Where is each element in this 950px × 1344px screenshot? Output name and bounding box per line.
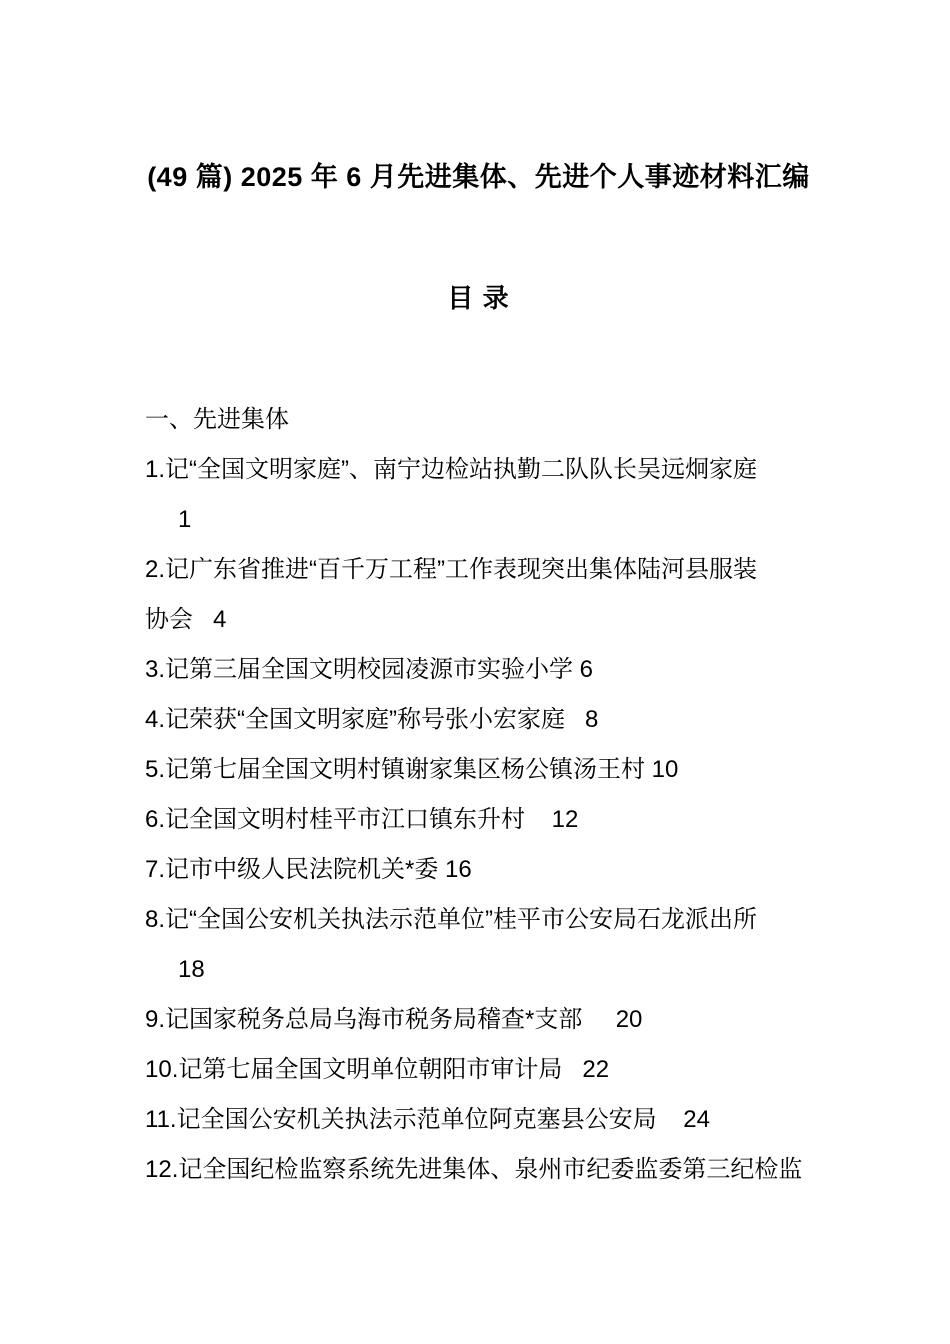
toc-line: 8.记“全国公安机关执法示范单位”桂平市公安局石龙派出所 [145,906,757,933]
toc-line: 1.记“全国文明家庭”、南宁边检站执勤二队队长吴远炯家庭 [145,456,757,483]
toc-line: 2.记广东省推进“百千万工程”工作表现突出集体陆河县服装 [145,556,757,583]
toc-heading: 目 录 [447,283,510,313]
toc-line: 18 [178,956,205,983]
document-title: (49 篇) 2025 年 6 月先进集体、先进个人事迹材料汇编 [147,162,810,192]
toc-line: 5.记第七届全国文明村镇谢家集区杨公镇汤王村 10 [145,756,679,783]
toc-line: 12.记全国纪检监察系统先进集体、泉州市纪委监委第三纪检监 [145,1156,803,1183]
toc-line: 9.记国家税务总局乌海市税务局稽查*支部 20 [145,1006,643,1033]
toc-line: 6.记全国文明村桂平市江口镇东升村 12 [145,806,579,833]
toc-line: 7.记市中级人民法院机关*委 16 [145,856,472,883]
toc-line: 10.记第七届全国文明单位朝阳市审计局 22 [145,1056,610,1083]
toc-list [145,395,812,1195]
toc-line: 11.记全国公安机关执法示范单位阿克塞县公安局 24 [145,1106,710,1133]
toc-line: 协会 4 [145,606,227,633]
toc-section-heading: 一、先进集体 [145,406,289,433]
toc-line: 3.记第三届全国文明校园凌源市实验小学 6 [145,656,594,683]
toc-line: 4.记荣获“全国文明家庭”称号张小宏家庭 8 [145,706,599,733]
toc-line: 1 [178,506,192,533]
